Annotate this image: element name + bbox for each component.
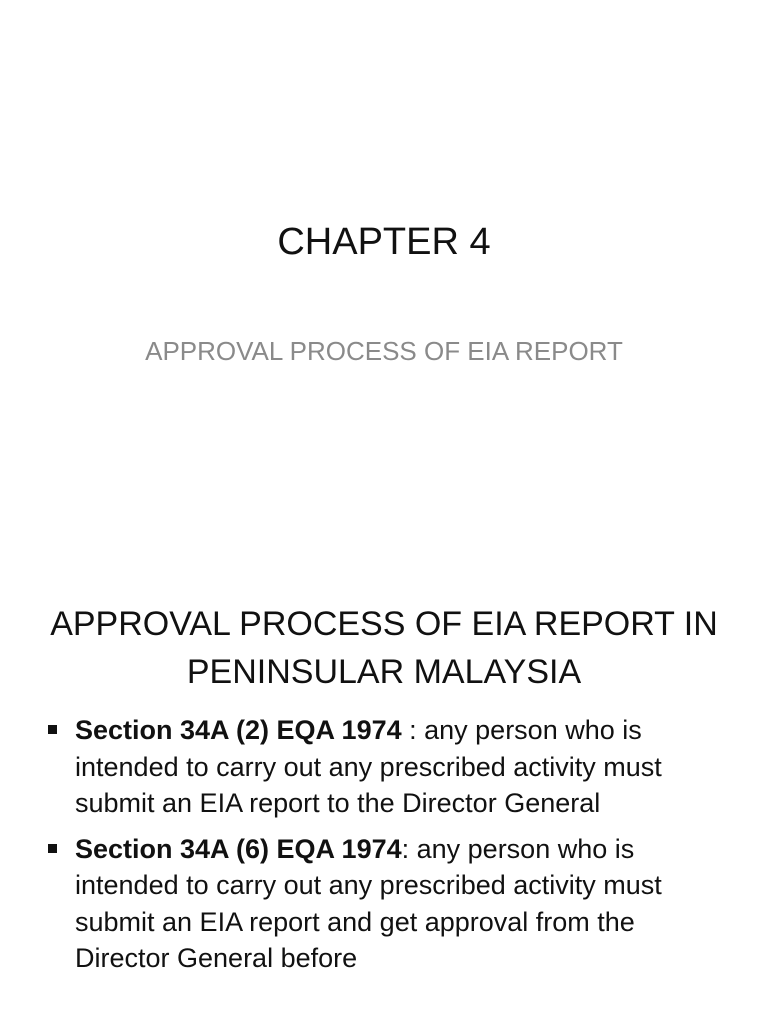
square-bullet-icon — [48, 844, 57, 853]
bullet-item-section-34a-6 — [0, 831, 768, 977]
section-title: APPROVAL PROCESS OF EIA REPORT IN PENINSULAR MALAYSIA — [50, 605, 718, 691]
bullet-item-section-34a-2 — [0, 712, 768, 822]
bullet-text: : any person who is intended to carry out any prescribed activity must submit an EIA report and get approval from the Director General before — [75, 833, 662, 973]
chapter-subtitle: APPROVAL PROCESS OF EIA REPORT — [145, 336, 623, 366]
bullet-text: : any person who is intended to carry out any prescribed activity must submit an EIA report to the Director General — [75, 715, 662, 818]
bullet-list — [0, 712, 768, 986]
bullet-reference: Section 34A (6) EQA 1974 — [75, 833, 402, 864]
content-slide — [0, 576, 768, 1024]
bullet-reference: Section 34A (2) EQA 1974 — [75, 715, 402, 745]
square-bullet-icon — [48, 725, 57, 734]
chapter-title: CHAPTER 4 — [277, 221, 491, 263]
